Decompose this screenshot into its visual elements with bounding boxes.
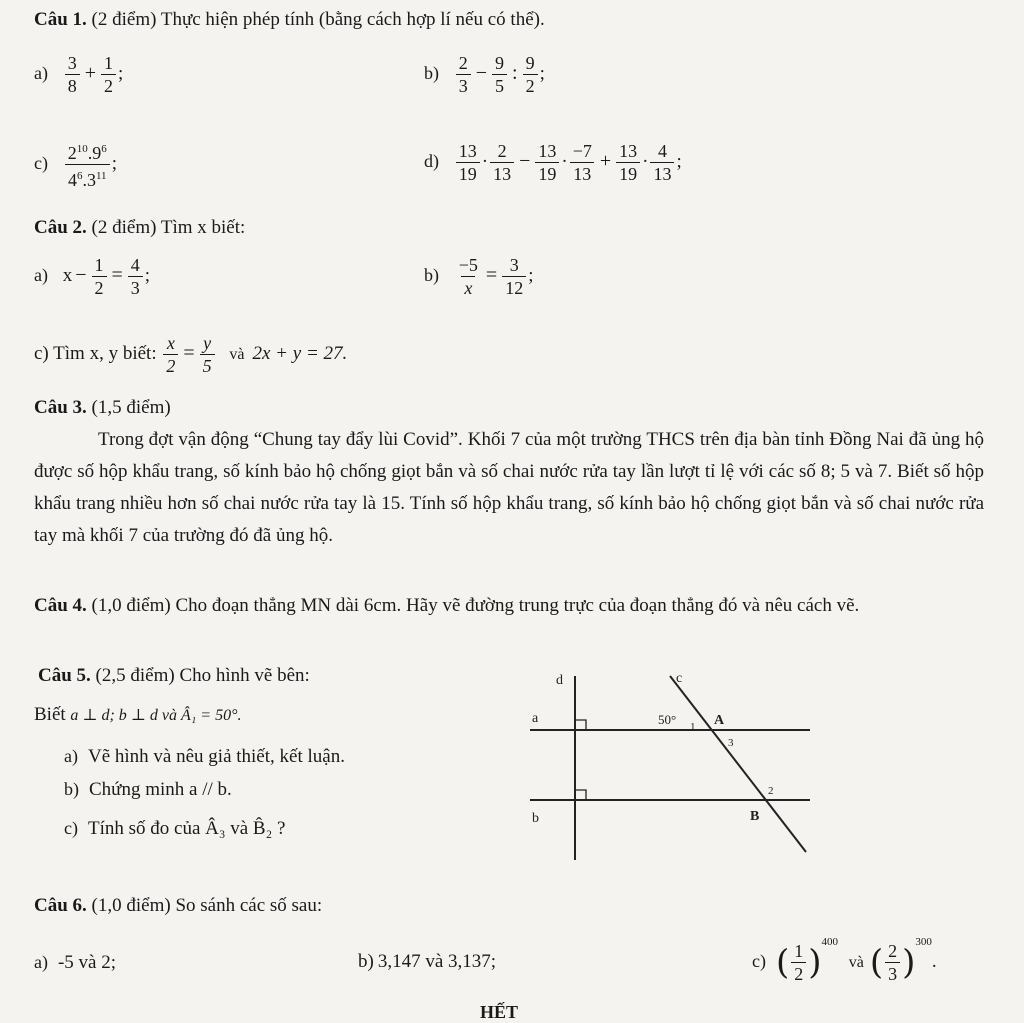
q6-heading <box>34 894 322 918</box>
q2-a-label: a) <box>34 264 48 285</box>
fraction: $\frac{9}{2}$ <box>523 52 538 97</box>
label-angle: 50° <box>658 712 677 727</box>
q1-a-label: a) <box>34 62 48 83</box>
fraction: $\frac{x}{2}$ <box>163 332 178 377</box>
q4-title: Câu 4. <box>34 595 87 616</box>
q1-c: c) $\frac{2^{10}.9^6}{4^6.3^{11}}$ ; <box>34 138 117 191</box>
q5-given-prefix: Biết <box>34 704 66 725</box>
q5-desc: (2,5 điểm) Cho hình vẽ bên: <box>95 665 310 686</box>
q1-c-label: c) <box>34 152 48 173</box>
q5-given-math: a ⊥ d; b ⊥ d và Â₁ = 50°. <box>70 707 242 724</box>
q6-desc: (1,0 điểm) So sánh các số sau: <box>91 895 323 916</box>
q2-b: b) $\frac{-5}{x}$ = $\frac{3}{12}$ ; <box>424 255 534 298</box>
footer-end: HẾT <box>480 1002 519 1022</box>
right-angle-a <box>575 720 586 730</box>
q6-a: a) -5 và 2; <box>34 952 117 973</box>
fraction: $\frac{y}{5}$ <box>200 332 215 377</box>
q5-item-a: a) Vẽ hình và nêu giả thiết, kết luận. <box>64 746 345 767</box>
q2-c-label: c) Tìm x, y biết: <box>34 342 157 364</box>
right-angle-b <box>575 790 586 800</box>
q3-body-text: Trong đợt vận động “Chung tay đẩy lùi Covid”. Khối 7 của một trường THCS trên địa bàn tỉnh Đồng Nai đã ủng hộ được số hộp khẩu trang, số kính bảo hộ chống giọt bắn và số chai nước rửa tay lần lượt tỉ lệ với các số 8; 5 và 7. Biết số hộp khẩu trang nhiều hơn số chai nước rửa tay là 15. Tính số hộp khẩu trang, số kính bảo hộ chống giọt bắn và số chai nước rửa tay mà khối 7 của trường đó đã ủng hộ. <box>34 429 984 546</box>
q6-b: b) 3,147 và 3,137; <box>358 951 497 972</box>
label-c: c <box>676 671 683 686</box>
label-1: 1 <box>690 721 696 733</box>
fraction: $\frac{1}{2}$ <box>101 52 116 97</box>
q1-d: d) $\frac{13}{19}$ · $\frac{2}{13}$ − $\frac{13}{19}$ · $\frac{-7}{13}$ + $\frac{13}{19}$ · $\frac{4}{13}$ ; <box>424 141 682 184</box>
q2-b-label: b) <box>424 264 439 285</box>
q1-d-label: d) <box>424 150 439 171</box>
q1-b-label: b) <box>424 62 439 83</box>
q2-desc: (2 điểm) Tìm x biết: <box>91 217 246 238</box>
q2-c: c) Tìm x, y biết: $\frac{x}{2}$ = $\frac{y}{5}$ và 2x + y = 27. <box>34 333 348 376</box>
q3-desc: (1,5 điểm) <box>91 397 171 418</box>
label-point-B: B <box>750 809 760 824</box>
q2-title: Câu 2. <box>34 217 87 238</box>
q6-c: c) ( $\frac{1}{2}$ )$^{400}$ và ( $\frac{2}{3}$ )$^{300}$. <box>752 936 937 985</box>
fraction: $\frac{-5}{x}$ <box>458 255 478 298</box>
label-a: a <box>532 711 539 726</box>
fraction: $\frac{3}{12}$ <box>502 254 526 299</box>
q1-desc: (2 điểm) Thực hiện phép tính (bằng cách hợp lí nếu có thể). <box>91 9 545 30</box>
label-point-A: A <box>714 713 725 728</box>
fraction: $\frac{3}{8}$ <box>65 52 80 97</box>
q1-b: b) $\frac{2}{3}$ − $\frac{9}{5}$ : $\frac{9}{2}$ ; <box>424 53 545 96</box>
q1-heading <box>34 8 545 32</box>
fraction: $\frac{2}{3}$ <box>885 940 900 985</box>
q4 <box>34 590 984 622</box>
line-c <box>670 676 806 852</box>
q2-a: a) x − $\frac{1}{2}$ = $\frac{4}{3}$ ; <box>34 255 151 298</box>
q3-body <box>34 424 984 552</box>
geometry-figure <box>520 664 820 864</box>
fraction: $\frac{-7}{13}$ <box>570 140 595 185</box>
fraction: $\frac{13}{19}$ <box>616 140 640 185</box>
fraction: $\frac{2}{13}$ <box>490 140 514 185</box>
fraction: $\frac{1}{2}$ <box>92 254 107 299</box>
q3-title: Câu 3. <box>34 397 87 418</box>
q1-a: a) $\frac{3}{8}$ + $\frac{1}{2}$ ; <box>34 53 124 96</box>
fraction: $\frac{1}{2}$ <box>791 940 806 985</box>
fraction: $\frac{2}{3}$ <box>456 52 471 97</box>
q3-heading <box>34 396 171 420</box>
q4-desc: (1,0 điểm) Cho đoạn thẳng MN dài 6cm. Hãy vẽ đường trung trực của đoạn thẳng đó và nêu cách vẽ. <box>91 595 860 616</box>
label-2: 2 <box>768 785 774 797</box>
q2-heading <box>34 216 245 240</box>
label-d: d <box>556 673 563 688</box>
q6-title: Câu 6. <box>34 895 87 916</box>
label-3: 3 <box>728 737 734 749</box>
fraction: $\frac{4}{13}$ <box>650 140 674 185</box>
fraction: $\frac{13}{19}$ <box>456 140 480 185</box>
label-b: b <box>532 811 539 826</box>
q5-heading <box>38 664 310 688</box>
q5-given <box>34 703 241 728</box>
q1-title: Câu 1. <box>34 9 87 30</box>
fraction: $\frac{2^{10}.9^6}{4^6.3^{11}}$ <box>65 138 110 191</box>
q5-item-b: b) Chứng minh a // b. <box>64 779 232 800</box>
q5-item-c: c) Tính số đo của Â₃ và B̂₂ ? <box>64 818 286 839</box>
fraction: $\frac{4}{3}$ <box>128 254 143 299</box>
q5-title: Câu 5. <box>38 665 91 686</box>
fraction: $\frac{13}{19}$ <box>535 140 559 185</box>
fraction: $\frac{9}{5}$ <box>492 52 507 97</box>
